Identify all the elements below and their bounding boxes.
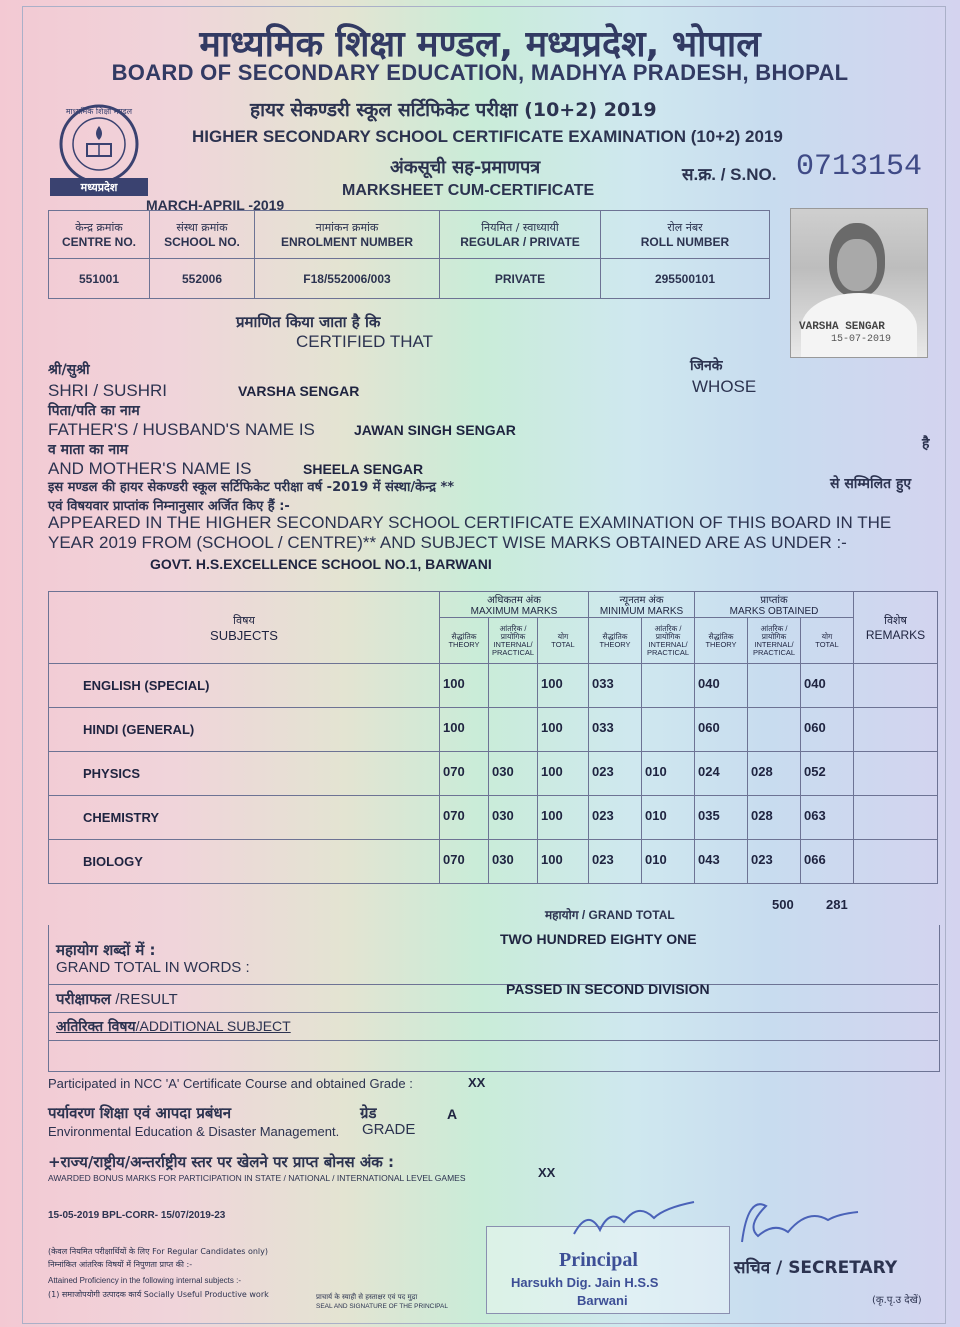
result-label xyxy=(56,989,178,1009)
summary-box xyxy=(48,925,940,1072)
min-theory-hi: सैद्धांतिक xyxy=(602,631,628,641)
footer-note-4: (1) समाजोपयोगी उत्पादक कार्य Socially Useful Productive work xyxy=(48,1290,269,1299)
certified-english: CERTIFIED THAT xyxy=(296,332,433,351)
appeared-english-line1: APPEARED IN THE HIGHER SECONDARY SCHOOL CERTIFICATE EXAMINATION OF THIS BOARD IN THE xyxy=(48,513,892,532)
emblem-bottom-text: मध्यप्रदेश xyxy=(80,181,118,194)
bonus-label-hindi: +राज्य/राष्ट्रीय/अन्तर्राष्ट्रीय स्तर पर खेलने पर प्राप्त बोनस अंक : xyxy=(48,1153,395,1171)
mark-obt-pr xyxy=(748,708,801,752)
obtained-header-hi: प्राप्तांक xyxy=(760,595,788,606)
max-marks-header: MAXIMUM MARKS xyxy=(470,606,558,617)
mark-min-pr xyxy=(642,664,695,708)
result-label-hindi: परीक्षाफल xyxy=(56,990,111,1008)
regular-private-label-hi: नियमित / स्वाध्यायी xyxy=(481,221,559,234)
father-label: FATHER'S / HUSBAND'S NAME IS xyxy=(48,420,315,439)
school-name: GOVT. H.S.EXCELLENCE SCHOOL NO.1, BARWANI xyxy=(150,556,492,572)
obt-internal-hi: आंतरिक / प्रायोगिक xyxy=(760,623,788,641)
min-internal: INTERNAL/ PRACTICAL xyxy=(646,639,690,657)
mark-min-pr xyxy=(642,708,695,752)
mark-obt-pr xyxy=(748,664,801,708)
principal-seal-label-hi: प्राचार्य के स्याही से हस्ताक्षर एवं पद मुद्रा xyxy=(316,1293,418,1301)
mark-max-th: 070 xyxy=(440,796,489,840)
remarks-cell xyxy=(854,840,938,884)
appeared-hindi-right: से सम्मिलित हुए xyxy=(830,476,912,492)
father-label-hindi: पिता/पति का नाम xyxy=(48,403,140,419)
table-row xyxy=(49,752,938,796)
whose-hindi: जिनके xyxy=(690,358,723,374)
mark-min-pr: 010 xyxy=(642,796,695,840)
mark-min-th: 023 xyxy=(589,840,642,884)
whose-english: WHOSE xyxy=(692,377,757,396)
mark-obt-tot: 052 xyxy=(801,752,854,796)
obt-theory-hi: सैद्धांतिक xyxy=(708,631,734,641)
mother-label-hindi: व माता का नाम xyxy=(48,442,129,458)
mark-obt-th: 060 xyxy=(695,708,748,752)
serial-number: 0713154 xyxy=(796,150,923,184)
env-grade-hindi: ग्रेड xyxy=(360,1104,377,1122)
subjects-header: SUBJECTS xyxy=(210,627,278,643)
mark-obt-pr: 023 xyxy=(748,840,801,884)
enrolment-value: F18/552006/003 xyxy=(255,259,440,299)
hai-hindi: है xyxy=(922,436,930,452)
shri-label: SHRI / SUSHRI xyxy=(48,381,168,400)
obt-internal: INTERNAL/ PRACTICAL xyxy=(752,639,796,657)
appeared-hindi: इस मण्डल की हायर सेकण्डरी स्कूल सर्टिफिकेट परीक्षा वर्ष -2019 में संस्था/केन्द्र ** xyxy=(48,480,455,495)
photo-date-tag: 15-07-2019 xyxy=(831,334,892,345)
remarks-cell xyxy=(854,752,938,796)
env-grade-value: A xyxy=(447,1106,458,1122)
remarks-header: REMARKS xyxy=(865,628,926,642)
ncc-grade: XX xyxy=(468,1075,486,1090)
mark-obt-th: 024 xyxy=(695,752,748,796)
stamp-place: Barwani xyxy=(577,1293,628,1308)
mark-min-th: 023 xyxy=(589,752,642,796)
candidate-photo xyxy=(790,208,928,358)
remarks-cell xyxy=(854,796,938,840)
subject-name: CHEMISTRY xyxy=(49,796,440,840)
result-label-english: /RESULT xyxy=(115,991,178,1008)
table-row xyxy=(49,664,938,708)
certificate-title-english: MARKSHEET CUM-CERTIFICATE xyxy=(342,182,595,199)
obt-total: TOTAL xyxy=(815,639,839,649)
words-label-hindi: महायोग शब्दों में : xyxy=(56,941,156,959)
candidate-info-table xyxy=(48,210,770,299)
table-row xyxy=(49,796,938,840)
mark-max-tot: 100 xyxy=(538,664,589,708)
mark-max-th: 100 xyxy=(440,664,489,708)
obt-total-hi: योग xyxy=(821,631,833,641)
remarks-cell xyxy=(854,708,938,752)
appeared-hindi-line2: एवं विषयवार प्राप्तांक निम्नानुसार अर्जित किए हैं :- xyxy=(48,499,290,514)
mark-min-th: 033 xyxy=(589,708,642,752)
subject-name: HINDI (GENERAL) xyxy=(49,708,440,752)
grand-total-words: TWO HUNDRED EIGHTY ONE xyxy=(500,931,697,947)
remarks-header-hi: विशेष xyxy=(884,615,907,627)
enrolment-label-hi: नामांकन क्रमांक xyxy=(315,221,379,234)
max-theory: THEORY xyxy=(448,639,480,649)
min-marks-header-hi: न्यूनतम अंक xyxy=(619,595,664,606)
shri-label-hindi: श्री/सुश्री xyxy=(48,362,90,378)
mark-obt-pr: 028 xyxy=(748,752,801,796)
regular-private-label: REGULAR / PRIVATE xyxy=(460,235,580,249)
obtained-header: MARKS OBTAINED xyxy=(729,606,819,617)
exam-title-hindi: हायर सेकण्डरी स्कूल सर्टिफिकेट परीक्षा (10+2) 2019 xyxy=(250,99,657,121)
additional-label-english: /ADDITIONAL SUBJECT xyxy=(135,1018,291,1034)
mark-min-th: 033 xyxy=(589,664,642,708)
subjects-header-hi: विषय xyxy=(233,614,255,627)
min-theory: THEORY xyxy=(599,639,631,649)
candidate-name: VARSHA SENGAR xyxy=(238,383,360,399)
remarks-cell xyxy=(854,664,938,708)
school-no-label-hi: संस्था क्रमांक xyxy=(176,221,228,234)
grand-total-max: 500 xyxy=(772,897,794,912)
obt-theory: THEORY xyxy=(705,639,737,649)
subject-name: PHYSICS xyxy=(49,752,440,796)
result-value: PASSED IN SECOND DIVISION xyxy=(506,981,710,997)
centre-no-label-hi: केन्द्र क्रमांक xyxy=(75,221,123,234)
mark-min-pr: 010 xyxy=(642,840,695,884)
appeared-english-line2: YEAR 2019 FROM (SCHOOL / CENTRE)** AND SUBJECT WISE MARKS OBTAINED ARE AS UNDER :- xyxy=(48,533,847,552)
min-marks-header: MINIMUM MARKS xyxy=(599,606,684,617)
mark-max-pr: 030 xyxy=(489,840,538,884)
mark-max-pr xyxy=(489,664,538,708)
mark-max-th: 100 xyxy=(440,708,489,752)
table-row xyxy=(49,840,938,884)
father-name: JAWAN SINGH SENGAR xyxy=(354,422,516,438)
mark-max-tot: 100 xyxy=(538,796,589,840)
mark-max-tot: 100 xyxy=(538,840,589,884)
roll-number-value: 295500101 xyxy=(601,259,770,299)
certificate-title-hindi: अंकसूची सह-प्रमाणपत्र xyxy=(390,157,541,178)
additional-subject-label xyxy=(56,1017,291,1036)
subject-name: BIOLOGY xyxy=(49,840,440,884)
mark-max-tot: 100 xyxy=(538,752,589,796)
roll-number-label: ROLL NUMBER xyxy=(640,235,730,249)
mark-obt-tot: 063 xyxy=(801,796,854,840)
grand-total-label: महायोग / GRAND TOTAL xyxy=(545,908,675,922)
words-label: GRAND TOTAL IN WORDS : xyxy=(56,959,250,976)
mark-obt-th: 040 xyxy=(695,664,748,708)
bonus-label-english: AWARDED BONUS MARKS FOR PARTICIPATION IN STATE / NATIONAL / INTERNATIONAL LEVEL GAMES xyxy=(48,1173,466,1183)
issue-reference: 15-05-2019 BPL-CORR- 15/07/2019-23 xyxy=(48,1210,226,1221)
mark-obt-pr: 028 xyxy=(748,796,801,840)
enrolment-label: ENROLMENT NUMBER xyxy=(281,235,413,249)
grand-total-obtained: 281 xyxy=(826,897,848,912)
secretary-signature-icon xyxy=(732,1192,872,1252)
env-label-english: Environmental Education & Disaster Management. xyxy=(48,1124,340,1139)
board-emblem-icon xyxy=(40,100,158,200)
mother-label: AND MOTHER'S NAME IS xyxy=(48,459,252,478)
mother-name: SHEELA SENGAR xyxy=(303,461,424,477)
table-row xyxy=(49,708,938,752)
regular-private-value: PRIVATE xyxy=(440,259,601,299)
mark-max-tot: 100 xyxy=(538,708,589,752)
mark-max-th: 070 xyxy=(440,752,489,796)
max-marks-header-hi: अधिकतम अंक xyxy=(487,595,541,606)
pto-note: (कृ.पृ.उ देखें) xyxy=(872,1295,922,1306)
mark-obt-th: 035 xyxy=(695,796,748,840)
mark-max-pr: 030 xyxy=(489,796,538,840)
max-internal: INTERNAL/ PRACTICAL xyxy=(491,639,535,657)
serial-number-label: स.क्र. / S.NO. xyxy=(682,165,777,184)
roll-number-label-hi: रोल नंबर xyxy=(667,221,703,234)
stamp-school: Harsukh Dig. Jain H.S.S xyxy=(511,1275,659,1290)
bonus-value: XX xyxy=(538,1165,556,1180)
divider-1 xyxy=(48,984,938,985)
photo-name-tag: VARSHA SENGAR xyxy=(799,321,885,333)
mark-min-pr: 010 xyxy=(642,752,695,796)
centre-no-value: 551001 xyxy=(49,259,150,299)
subject-name: ENGLISH (SPECIAL) xyxy=(49,664,440,708)
footer-note-2: निम्नांकित आंतरिक विषयों में निपुणता प्राप्त की :- xyxy=(48,1260,193,1269)
board-title-hindi: माध्यमिक शिक्षा मण्डल, मध्यप्रदेश, भोपाल xyxy=(199,24,761,65)
additional-label-hindi: अतिरिक्त विषय xyxy=(56,1019,136,1035)
marks-rows xyxy=(49,664,938,884)
secretary-label: सचिव / SECRETARY xyxy=(734,1258,898,1278)
max-total: TOTAL xyxy=(551,639,575,649)
certified-hindi: प्रमाणित किया जाता है कि xyxy=(236,313,381,331)
centre-no-label: CENTRE NO. xyxy=(61,235,136,249)
footer-note-3: Attained Proficiency in the following internal subjects :- xyxy=(48,1276,241,1285)
divider-3 xyxy=(48,1040,938,1041)
mark-obt-th: 043 xyxy=(695,840,748,884)
min-internal-hi: आंतरिक / प्रायोगिक xyxy=(654,623,682,641)
mark-obt-tot: 060 xyxy=(801,708,854,752)
divider-2 xyxy=(48,1012,938,1013)
footer-note-1: (केवल नियमित परीक्षार्थियों के लिए For Regular Candidates only) xyxy=(48,1247,268,1256)
env-label-hindi: पर्यावरण शिक्षा एवं आपदा प्रबंधन xyxy=(48,1104,232,1122)
principal-seal-label: SEAL AND SIGNATURE OF THE PRINCIPAL xyxy=(316,1303,448,1310)
exam-title-english: HIGHER SECONDARY SCHOOL CERTIFICATE EXAMINATION (10+2) 2019 xyxy=(192,127,783,146)
emblem-top-text: माध्यमिक शिक्षा मण्डल xyxy=(65,107,133,116)
marks-table xyxy=(48,591,938,918)
env-grade-english: GRADE xyxy=(362,1121,416,1138)
max-theory-hi: सैद्धांतिक xyxy=(451,631,477,641)
mark-max-th: 070 xyxy=(440,840,489,884)
school-no-label: SCHOOL NO. xyxy=(164,235,240,249)
mark-obt-tot: 066 xyxy=(801,840,854,884)
mark-obt-tot: 040 xyxy=(801,664,854,708)
mark-min-th: 023 xyxy=(589,796,642,840)
principal-signature-icon xyxy=(566,1196,706,1246)
board-title-english: BOARD OF SECONDARY EDUCATION, MADHYA PRADESH, BHOPAL xyxy=(111,60,849,85)
school-no-value: 552006 xyxy=(150,259,255,299)
exam-session: MARCH-APRIL -2019 xyxy=(146,197,285,213)
stamp-principal: Principal xyxy=(559,1249,638,1271)
max-total-hi: योग xyxy=(557,631,569,641)
mark-max-pr: 030 xyxy=(489,752,538,796)
ncc-label: Participated in NCC 'A' Certificate Course and obtained Grade : xyxy=(48,1076,413,1091)
mark-max-pr xyxy=(489,708,538,752)
max-internal-hi: आंतरिक / प्रायोगिक xyxy=(499,623,527,641)
